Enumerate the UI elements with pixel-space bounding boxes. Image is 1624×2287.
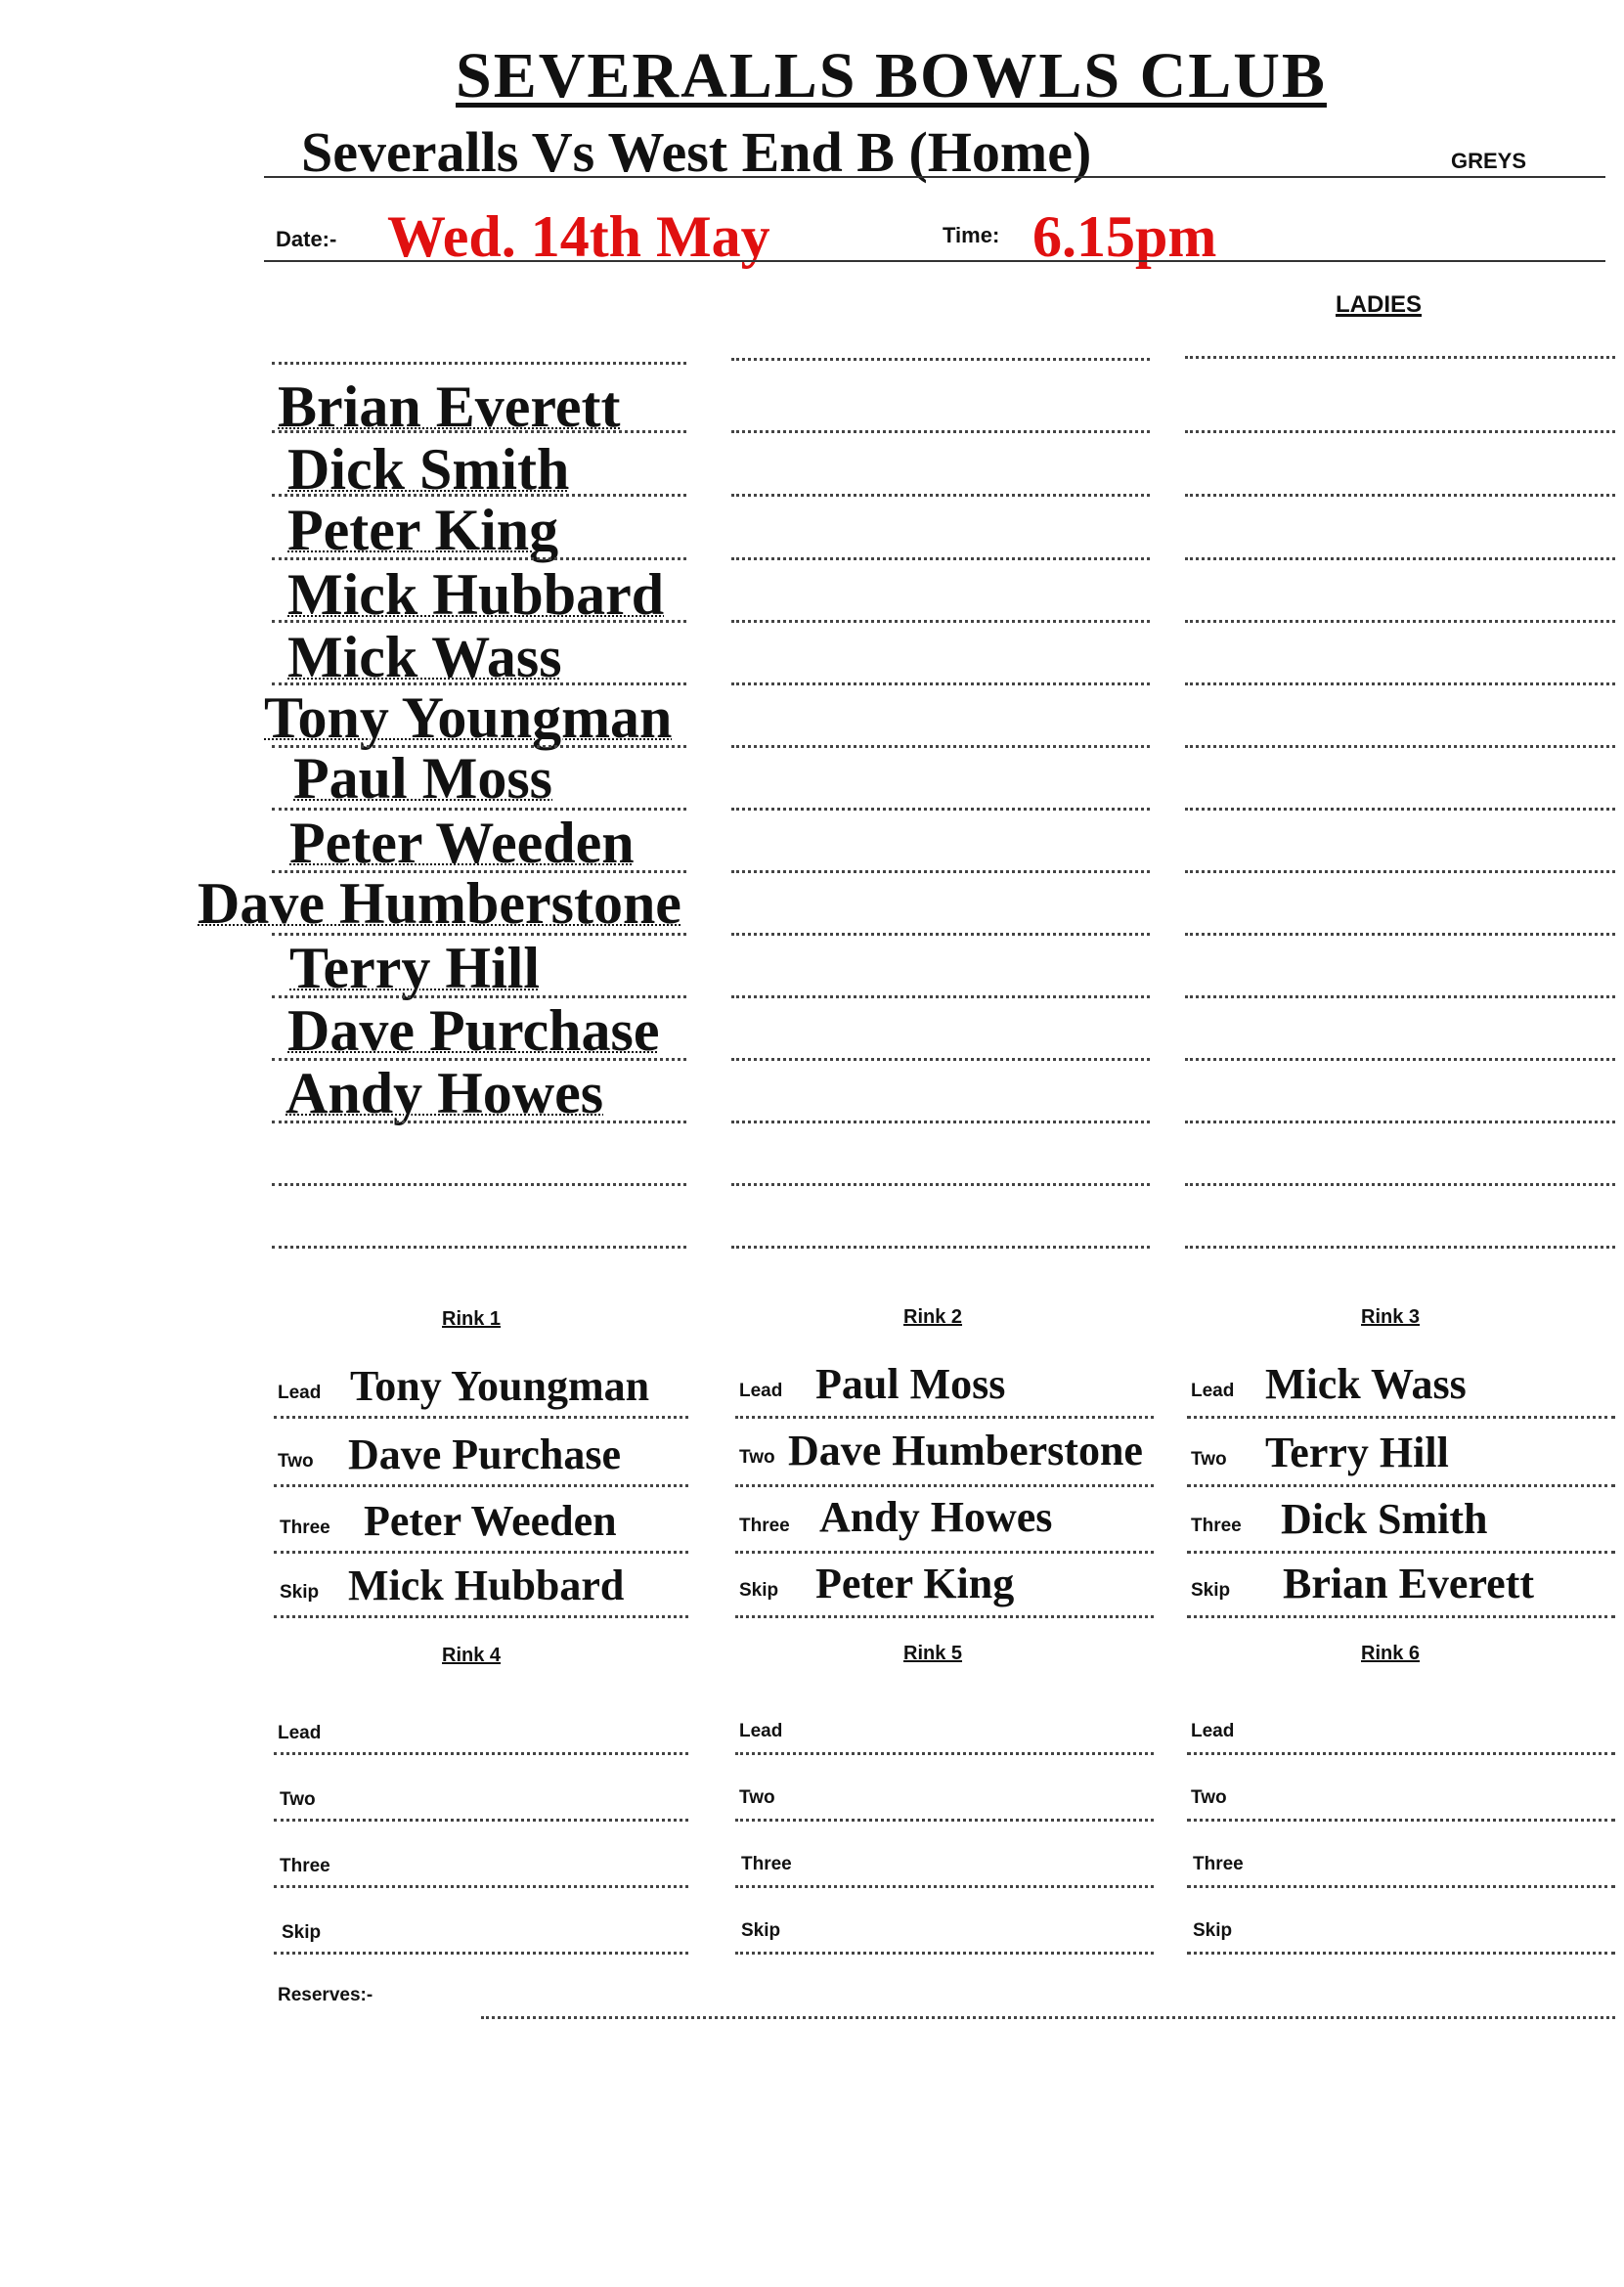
reserves-line xyxy=(481,2016,1615,2019)
col2-line xyxy=(731,808,1150,811)
col3-line xyxy=(1185,620,1615,623)
rink-5-three-label: Three xyxy=(741,1854,792,1874)
rink-3-lead: Mick Wass xyxy=(1265,1360,1467,1408)
player-name: Tony Youngman xyxy=(264,685,673,750)
rink-line xyxy=(274,1952,688,1955)
rink-line xyxy=(735,1416,1154,1419)
rink-line xyxy=(274,1416,688,1419)
rink-1-lead-label: Lead xyxy=(278,1383,322,1403)
col2-line xyxy=(731,1058,1150,1061)
rink-2-title: Rink 2 xyxy=(903,1306,963,1328)
rink-4-two-label: Two xyxy=(280,1789,316,1810)
col3-line xyxy=(1185,995,1615,998)
rink-5-two-label: Two xyxy=(739,1787,775,1808)
rink-6-title: Rink 6 xyxy=(1361,1643,1421,1664)
rink-3-skip: Brian Everett xyxy=(1283,1560,1535,1607)
rink-1-three: Peter Weeden xyxy=(364,1497,617,1545)
rink-2-two: Dave Humberstone xyxy=(788,1427,1143,1474)
rink-1-title: Rink 1 xyxy=(442,1308,502,1330)
name-line xyxy=(272,1183,686,1186)
rink-6-skip-label: Skip xyxy=(1193,1920,1233,1941)
player-name: Dave Purchase xyxy=(287,998,660,1063)
col2-line xyxy=(731,1246,1150,1249)
player-name: Terry Hill xyxy=(289,936,541,1000)
col3-line xyxy=(1185,1058,1615,1061)
col2-line xyxy=(731,870,1150,873)
rink-3-three-label: Three xyxy=(1191,1516,1242,1536)
rink-line xyxy=(274,1615,688,1618)
name-line xyxy=(272,557,686,560)
name-line xyxy=(272,494,686,497)
name-line xyxy=(272,362,686,365)
fixture-title: Severalls Vs West End B (Home) xyxy=(301,120,1092,184)
rink-1-three-label: Three xyxy=(280,1517,330,1538)
header-rule xyxy=(264,176,1605,178)
rink-line xyxy=(1187,1416,1615,1419)
rink-line xyxy=(735,1819,1154,1822)
rink-1-two-label: Two xyxy=(278,1451,314,1472)
rink-1-two: Dave Purchase xyxy=(348,1430,622,1478)
name-line xyxy=(272,745,686,748)
name-line xyxy=(272,1058,686,1061)
name-line xyxy=(272,1246,686,1249)
rink-line xyxy=(274,1484,688,1487)
rink-3-title: Rink 3 xyxy=(1361,1306,1421,1328)
rink-line xyxy=(735,1952,1154,1955)
player-name: Peter Weeden xyxy=(289,811,635,875)
col2-line xyxy=(731,430,1150,433)
name-line xyxy=(272,682,686,685)
rink-line xyxy=(1187,1819,1615,1822)
ladies-label: LADIES xyxy=(1336,291,1423,318)
col2-line xyxy=(731,1121,1150,1123)
team-label: GREYS xyxy=(1451,149,1527,173)
player-name: Brian Everett xyxy=(278,374,621,439)
col2-line xyxy=(731,745,1150,748)
rink-line xyxy=(274,1885,688,1888)
name-line xyxy=(272,620,686,623)
col2-line xyxy=(731,620,1150,623)
rink-line xyxy=(735,1551,1154,1554)
col3-line xyxy=(1185,745,1615,748)
reserves-label: Reserves:- xyxy=(278,1985,373,2005)
name-line xyxy=(272,430,686,433)
rink-1-lead: Tony Youngman xyxy=(350,1362,650,1410)
rink-2-lead-label: Lead xyxy=(739,1381,783,1401)
time-value: 6.15pm xyxy=(1032,204,1217,269)
player-name: Mick Hubbard xyxy=(287,562,665,627)
rink-2-three-label: Three xyxy=(739,1516,790,1536)
club-name: SEVERALLS BOWLS CLUB xyxy=(456,40,1327,111)
rink-line xyxy=(274,1551,688,1554)
name-line xyxy=(272,1121,686,1123)
col3-line xyxy=(1185,870,1615,873)
rink-2-skip: Peter King xyxy=(815,1560,1015,1607)
rink-3-three: Dick Smith xyxy=(1281,1495,1488,1543)
rink-1-skip: Mick Hubbard xyxy=(348,1561,625,1609)
player-name: Paul Moss xyxy=(293,746,553,811)
col3-line xyxy=(1185,494,1615,497)
rink-line xyxy=(735,1885,1154,1888)
rink-1-skip-label: Skip xyxy=(280,1582,320,1603)
col2-line xyxy=(731,494,1150,497)
player-name: Dick Smith xyxy=(287,437,570,502)
col2-line xyxy=(731,557,1150,560)
rink-6-lead-label: Lead xyxy=(1191,1721,1235,1741)
col2-line xyxy=(731,933,1150,936)
rink-3-lead-label: Lead xyxy=(1191,1381,1235,1401)
col2-line xyxy=(731,995,1150,998)
rink-5-skip-label: Skip xyxy=(741,1920,781,1941)
time-label: Time: xyxy=(943,223,1000,247)
rink-line xyxy=(735,1484,1154,1487)
rink-6-two-label: Two xyxy=(1191,1787,1227,1808)
col3-line xyxy=(1185,356,1615,359)
rink-line xyxy=(735,1752,1154,1755)
name-line xyxy=(272,808,686,811)
rink-line xyxy=(1187,1484,1615,1487)
rink-2-lead: Paul Moss xyxy=(815,1360,1006,1408)
col2-line xyxy=(731,1183,1150,1186)
rink-line xyxy=(274,1752,688,1755)
col3-line xyxy=(1185,1246,1615,1249)
rink-line xyxy=(274,1819,688,1822)
name-line xyxy=(272,870,686,873)
rink-5-lead-label: Lead xyxy=(739,1721,783,1741)
col3-line xyxy=(1185,557,1615,560)
rink-line xyxy=(1187,1615,1615,1618)
rink-2-two-label: Two xyxy=(739,1447,775,1468)
date-label: Date:- xyxy=(276,227,337,251)
rink-2-three: Andy Howes xyxy=(819,1493,1053,1541)
rink-3-two: Terry Hill xyxy=(1265,1429,1449,1476)
date-rule xyxy=(264,260,1605,262)
rink-4-lead-label: Lead xyxy=(278,1723,322,1743)
rink-5-title: Rink 5 xyxy=(903,1643,963,1664)
rink-4-skip-label: Skip xyxy=(282,1922,322,1943)
col3-line xyxy=(1185,430,1615,433)
rink-line xyxy=(735,1615,1154,1618)
col3-line xyxy=(1185,933,1615,936)
player-name: Mick Wass xyxy=(287,625,562,689)
col3-line xyxy=(1185,682,1615,685)
rink-4-three-label: Three xyxy=(280,1856,330,1876)
rink-line xyxy=(1187,1551,1615,1554)
rink-4-title: Rink 4 xyxy=(442,1645,502,1666)
rink-line xyxy=(1187,1885,1615,1888)
col3-line xyxy=(1185,808,1615,811)
col2-line xyxy=(731,358,1150,361)
rink-6-three-label: Three xyxy=(1193,1854,1244,1874)
player-name: Andy Howes xyxy=(285,1061,604,1125)
rink-line xyxy=(1187,1952,1615,1955)
rink-line xyxy=(1187,1752,1615,1755)
name-line xyxy=(272,933,686,936)
rink-3-skip-label: Skip xyxy=(1191,1580,1231,1601)
col3-line xyxy=(1185,1183,1615,1186)
rink-2-skip-label: Skip xyxy=(739,1580,779,1601)
col3-line xyxy=(1185,1121,1615,1123)
player-name: Dave Humberstone xyxy=(198,871,681,936)
rink-3-two-label: Two xyxy=(1191,1449,1227,1470)
player-name: Peter King xyxy=(287,498,559,562)
name-line xyxy=(272,995,686,998)
col2-line xyxy=(731,682,1150,685)
date-value: Wed. 14th May xyxy=(387,204,770,269)
